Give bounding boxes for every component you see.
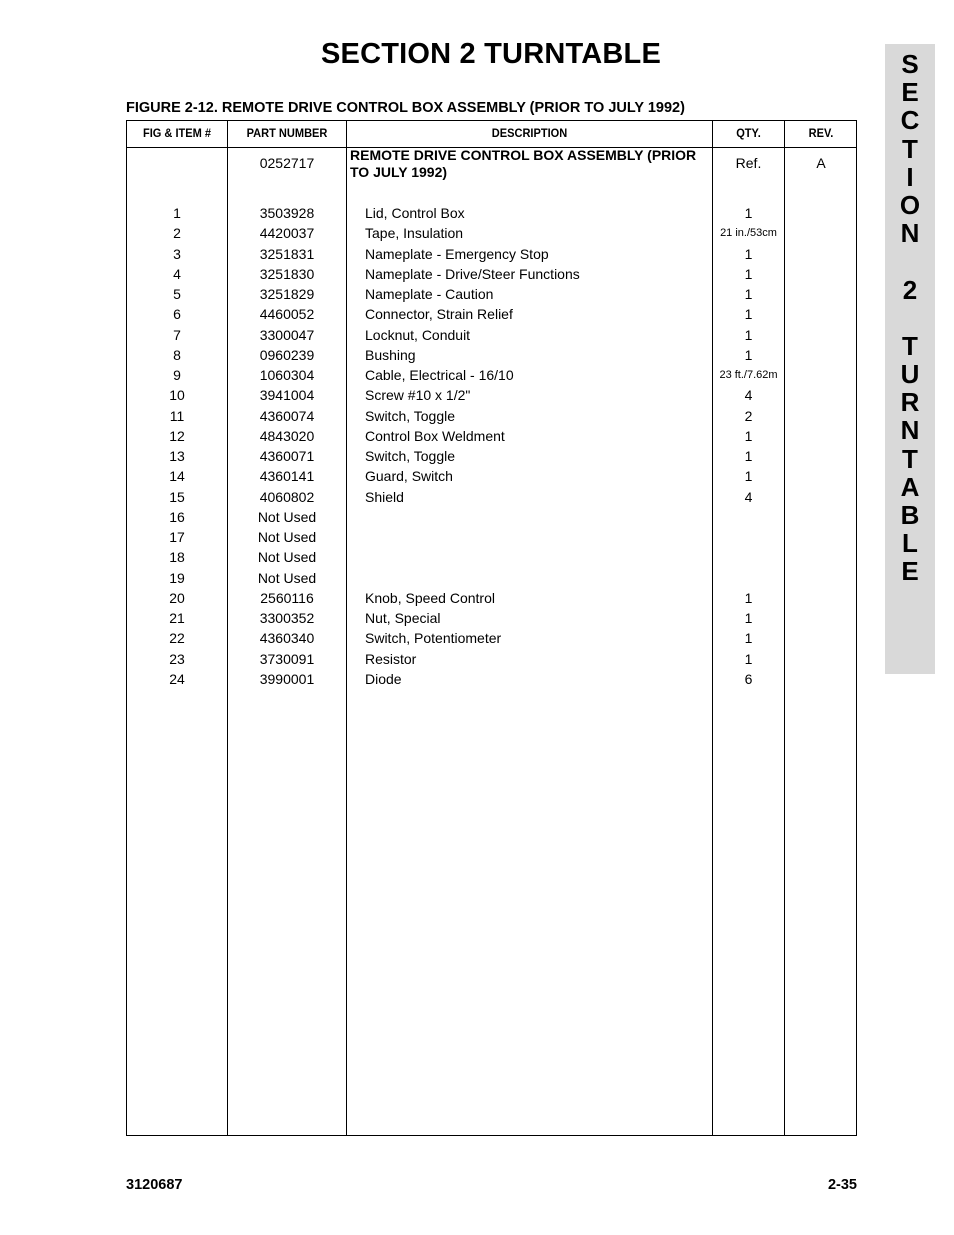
side-tab-letter: N — [900, 415, 920, 446]
part-number: 3990001 — [259, 670, 315, 687]
quantity: 1 — [744, 610, 753, 626]
description: Cable, Electrical - 16/10 — [365, 367, 514, 383]
table-row — [127, 284, 856, 304]
quantity: 1 — [744, 205, 753, 221]
item-number: 18 — [169, 549, 185, 566]
quantity: 1 — [744, 448, 753, 464]
part-number: 3300352 — [259, 610, 315, 626]
quantity: 1 — [744, 427, 753, 444]
quantity: 1 — [744, 589, 753, 606]
quantity: 1 — [744, 326, 753, 343]
table-row — [127, 527, 856, 547]
side-tab-letter — [885, 304, 935, 332]
description: Diode — [365, 670, 402, 687]
item-number: 19 — [169, 569, 185, 586]
part-number: 4360141 — [259, 468, 315, 485]
part-number: 3300047 — [259, 326, 315, 343]
part-number: Not Used — [257, 508, 317, 525]
part-number: 4420037 — [259, 225, 315, 242]
side-tab-letter: E — [901, 556, 919, 587]
header-item: FIG & ITEM # — [142, 126, 212, 140]
description: Nameplate - Emergency Stop — [365, 245, 549, 262]
header-qty: QTY. — [736, 126, 761, 140]
quantity: 23 ft./7.62m — [719, 369, 778, 381]
item-number: 22 — [169, 630, 185, 647]
part-number: 3251829 — [259, 286, 315, 302]
item-number: 15 — [169, 488, 185, 505]
quantity: 1 — [744, 245, 753, 262]
item-number: 14 — [169, 468, 185, 485]
table-row — [127, 345, 856, 365]
side-tab-letter: E — [901, 77, 919, 108]
page-number: 2-35 — [827, 1177, 857, 1193]
part-number: 3730091 — [259, 650, 315, 667]
side-tab-letter: S — [901, 49, 919, 79]
table-row — [127, 223, 856, 243]
part-number: 3503928 — [259, 205, 315, 221]
item-number: 11 — [169, 407, 185, 424]
part-number: 4360074 — [259, 407, 315, 424]
parts-table — [126, 120, 857, 1136]
quantity: 1 — [744, 286, 753, 302]
side-tab-letter: O — [899, 189, 921, 220]
table-row — [127, 244, 856, 264]
table-row — [127, 608, 856, 628]
part-number: Not Used — [257, 549, 317, 566]
item-number: 24 — [169, 670, 185, 687]
table-row — [127, 406, 856, 426]
table-row — [127, 325, 856, 345]
assembly-description — [350, 147, 705, 181]
part-number: Not Used — [257, 569, 317, 586]
item-number: 20 — [169, 589, 185, 606]
table-row — [127, 446, 856, 466]
table-row — [127, 649, 856, 669]
part-number: 2560116 — [260, 589, 314, 606]
description: Control Box Weldment — [365, 427, 505, 444]
table-row — [127, 507, 856, 527]
table-row — [127, 466, 856, 486]
part-number: 4460052 — [259, 306, 315, 323]
item-number: 21 — [169, 610, 185, 626]
item-number: 5 — [173, 286, 181, 302]
header-rev: REV. — [808, 126, 834, 140]
quantity: 2 — [744, 407, 753, 424]
table-row — [127, 385, 856, 405]
part-number: Not Used — [257, 529, 317, 545]
description: Switch, Potentiometer — [365, 630, 502, 647]
quantity: 21 in./53cm — [720, 227, 777, 240]
part-number: 4360340 — [259, 630, 315, 647]
description: Connector, Strain Relief — [365, 306, 513, 323]
assembly-description-line2: TO JULY 1992) — [350, 164, 448, 180]
item-number: 10 — [169, 387, 185, 404]
part-number: 4060802 — [259, 488, 315, 505]
section-title: SECTION 2 TURNTABLE — [321, 38, 661, 70]
section-side-tab — [885, 44, 935, 674]
description: Resistor — [365, 650, 417, 667]
quantity: 1 — [744, 468, 753, 485]
side-tab-letters — [885, 44, 935, 586]
description: Switch, Toggle — [365, 448, 456, 464]
quantity: 6 — [744, 670, 753, 687]
quantity: 1 — [744, 630, 753, 647]
table-row — [127, 487, 856, 507]
assembly-rev: A — [816, 155, 826, 171]
quantity: 1 — [744, 306, 753, 323]
side-tab-letter: T — [902, 443, 918, 474]
side-tab-letter: U — [900, 359, 920, 390]
item-number: 1 — [173, 205, 181, 221]
part-number: 4360071 — [259, 448, 315, 464]
item-number: 17 — [169, 529, 185, 545]
item-number: 4 — [173, 265, 181, 282]
part-number: 3251830 — [259, 265, 315, 282]
table-row — [127, 669, 856, 689]
table-row — [127, 426, 856, 446]
description: Bushing — [365, 346, 416, 363]
item-number: 12 — [169, 427, 185, 444]
table-row — [127, 568, 856, 588]
description: Screw #10 x 1/2" — [365, 387, 471, 404]
item-number: 9 — [173, 367, 181, 383]
part-number: 3941004 — [259, 387, 315, 404]
side-tab-letter: T — [902, 133, 918, 164]
item-number: 8 — [173, 346, 181, 363]
assembly-description-line1: REMOTE DRIVE CONTROL BOX ASSEMBLY (PRIOR — [350, 147, 697, 163]
item-number: 13 — [169, 448, 185, 464]
quantity: 1 — [744, 650, 753, 667]
quantity: 4 — [744, 488, 753, 505]
part-number: 3251831 — [259, 245, 315, 262]
assembly-qty: Ref. — [735, 155, 762, 171]
description: Nameplate - Drive/Steer Functions — [365, 265, 580, 282]
description: Nut, Special — [365, 610, 441, 626]
header-description: DESCRIPTION — [491, 126, 568, 140]
quantity: 1 — [744, 265, 753, 282]
part-number: 1060304 — [259, 367, 315, 383]
figure-title: FIGURE 2-12. REMOTE DRIVE CONTROL BOX ASSEMBLY (PRIOR TO JULY 1992) — [126, 100, 685, 116]
side-tab-letter: I — [906, 161, 914, 192]
item-number: 6 — [173, 306, 181, 323]
description: Locknut, Conduit — [365, 326, 471, 343]
item-number: 7 — [173, 326, 181, 343]
side-tab-letter: N — [900, 218, 920, 249]
side-tab-letter: 2 — [902, 274, 918, 305]
side-tab-letter: B — [900, 500, 920, 530]
table-row — [127, 365, 856, 385]
table-row — [127, 547, 856, 567]
description: Shield — [365, 488, 404, 505]
quantity: 1 — [744, 346, 753, 363]
description: Guard, Switch — [365, 468, 453, 485]
item-number: 3 — [173, 245, 181, 262]
description: Tape, Insulation — [365, 225, 464, 242]
item-number: 16 — [169, 508, 185, 525]
side-tab-letter: A — [900, 471, 920, 502]
description: Lid, Control Box — [365, 205, 465, 221]
assembly-part-number: 0252717 — [259, 155, 315, 171]
item-number: 23 — [169, 650, 185, 667]
table-row — [127, 628, 856, 648]
quantity: 4 — [744, 387, 753, 404]
table-row — [127, 203, 856, 223]
item-number: 2 — [173, 225, 181, 242]
part-number: 4843020 — [259, 427, 315, 444]
description: Switch, Toggle — [365, 407, 456, 424]
table-row — [127, 304, 856, 324]
description: Knob, Speed Control — [365, 589, 495, 606]
part-number: 0960239 — [259, 346, 315, 363]
document-number: 3120687 — [126, 1177, 183, 1193]
header-part-number: PART NUMBER — [246, 126, 328, 140]
side-tab-letter: T — [902, 330, 918, 361]
side-tab-letter: R — [900, 387, 920, 418]
side-tab-letter — [885, 247, 935, 275]
description: Nameplate - Caution — [365, 286, 494, 302]
table-row — [127, 588, 856, 608]
table-row — [127, 264, 856, 284]
side-tab-letter: C — [900, 105, 920, 136]
side-tab-letter: L — [902, 528, 918, 559]
